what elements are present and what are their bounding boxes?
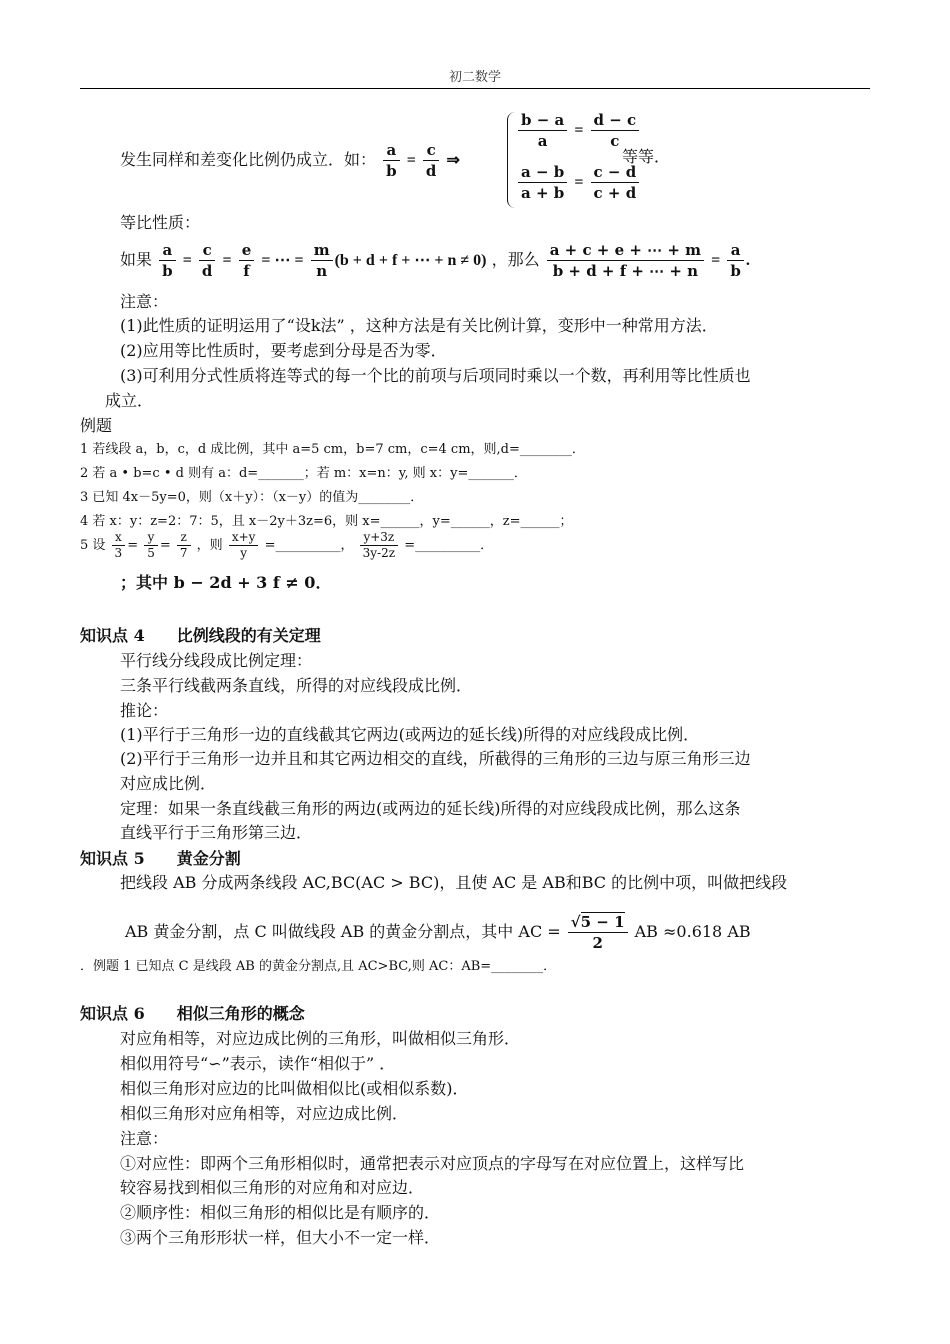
sqrt-icon: √ [570, 913, 581, 931]
kp6-line-6: ①对应性：即两个三角形相似时，通常把表示对应顶点的字母写在对应位置上，这样写比 [120, 1154, 745, 1173]
example-1: 1 若线段 a，b，c，d 成比例，其中 a=5 cm，b=7 cm，c=4 cm，则,d=________． [80, 442, 585, 457]
golden-ratio-fraction: $\frac{√5 - 1}{2}$ [568, 912, 628, 953]
kp6-line-7: 较容易找到相似三角形的对应角和对应边． [120, 1178, 425, 1197]
kp4-title: 知识点 4 比例线段的有关定理 [80, 626, 321, 645]
fraction-a-b: $\frac{a}{b}$ [383, 140, 400, 181]
implies-symbol: ⇒ [446, 152, 460, 169]
note-1: (1)此性质的证明运用了“设k法” ，这种方法是有关比例计算，变形中一种常用方法． [120, 316, 718, 335]
example-2: 2 若 a • b=c • d 则有 a：d=_______；若 m：x=n：y, 则 x：y=_______． [80, 466, 527, 481]
kp5-title: 知识点 5 黄金分割 [80, 849, 241, 868]
kp6-line-1: 对应角相等，对应边成比例的三角形，叫做相似三角形． [120, 1029, 521, 1048]
notes-heading: 注意： [120, 292, 169, 311]
intro-text: 发生同样和差变化比例仍成立．如： [120, 150, 377, 169]
example-3: 3 已知 4x－5y=0，则（x＋y）：（x－y）的值为________． [80, 490, 424, 505]
examples-heading: 例题 [80, 416, 113, 435]
kp6-line-5: 注意： [120, 1129, 169, 1148]
equal-ratio-heading: 等比性质： [120, 213, 201, 232]
kp6-line-4: 相似三角形对应角相等，对应边成比例． [120, 1104, 409, 1123]
kp6-line-3: 相似三角形对应边的比叫做相似比(或相似系数)． [120, 1079, 469, 1098]
composition-line: 发生同样和差变化比例仍成立．如： $\frac{a}{b}$ = $\frac{c}{d}$ ⇒ [120, 141, 460, 180]
kp6-title: 知识点 6 相似三角形的概念 [80, 1004, 305, 1023]
note-2: (2)应用等比性质时，要考虑到分母是否为零． [120, 341, 447, 360]
kp5-line-1: 把线段 AB 分成两条线段 AC,BC(AC > BC)，且使 AC 是 AB和BC 的比例中项，叫做把线段 [120, 873, 788, 892]
system-row-1: $\frac{b - a}{a}$ = $\frac{d - c}{c}$ [516, 110, 641, 151]
kp5-example: ．例题 1 已知点 C 是线段 AB 的黄金分割点,且 AC>BC,则 AC：AB=________． [80, 959, 557, 974]
kp4-line-8: 直线平行于三角形第三边． [120, 823, 313, 842]
page-header: 初二数学 [448, 70, 501, 85]
kp6-line-9: ③两个三角形形状一样，但大小不一定一样． [120, 1228, 441, 1247]
kp4-line-3: 推论： [120, 701, 169, 720]
kp5-line-2: AB 黄金分割，点 C 叫做线段 AB 的黄金分割点，其中 AC = $\frac{√5 - 1}{2}$ AB ≈0.618 AB [125, 913, 751, 952]
system-row-2: $\frac{a - b}{a + b}$ = $\frac{c - d}{c + d}$ [516, 162, 641, 203]
kp4-line-5: (2)平行于三角形一边并且和其它两边相交的直线，所截得的三角形的三边与原三角形三边 [120, 749, 751, 768]
header-rule [80, 88, 870, 89]
kp6-line-8: ②顺序性：相似三角形的相似比是有顺序的． [120, 1203, 441, 1222]
kp4-line-4: (1)平行于三角形一边的直线截其它两边(或两边的延长线)所得的对应线段成比例． [120, 725, 700, 744]
note-3a: (3)可利用分式性质将连等式的每一个比的前项与后项同时乘以一个数，再利用等比性质也 [120, 366, 751, 385]
kp4-line-7: 定理：如果一条直线截三角形的两边(或两边的延长线)所得的对应线段成比例，那么这条 [120, 799, 741, 818]
kp4-line-1: 平行线分线段成比例定理： [120, 651, 313, 670]
etc-text: 等等． [622, 147, 671, 166]
kp4-line-6: 对应成比例． [120, 774, 217, 793]
fraction-c-d: $\frac{c}{d}$ [423, 140, 440, 181]
examples-tail: ；其中 b − 2d + 3 f ≠ 0． [120, 573, 332, 592]
kp6-line-2: 相似用符号“∽”表示，读作“相似于” ． [120, 1054, 396, 1073]
note-3b: 成立． [105, 391, 154, 410]
equal-ratio-formula: 如果 $\frac{a}{b}$ = $\frac{c}{d}$ = $\frac{e}{f}$ = ⋯ = $\frac{m}{n}$ (b + d + f + ⋯ + n ≠ 0) ，那么 $\frac{a + c + e + \cdots + m}{b + d + f + \cdots + n}$ = $\frac{a}{b}$ . [120, 241, 750, 280]
example-5: 5 设 $\frac{x}{3}$ = $\frac{y}{5}$ = $\frac{z}{7}$ ，则 $\frac{x+y}{y}$ =__________， $\frac{y+3z}{3y-2z}$ =__________． [80, 530, 494, 560]
example-4: 4 若 x：y：z=2：7：5，且 x－2y＋3z=6，则 x=______，y=______，z=______； [80, 514, 573, 529]
kp4-line-2: 三条平行线截两条直线，所得的对应线段成比例． [120, 676, 473, 695]
